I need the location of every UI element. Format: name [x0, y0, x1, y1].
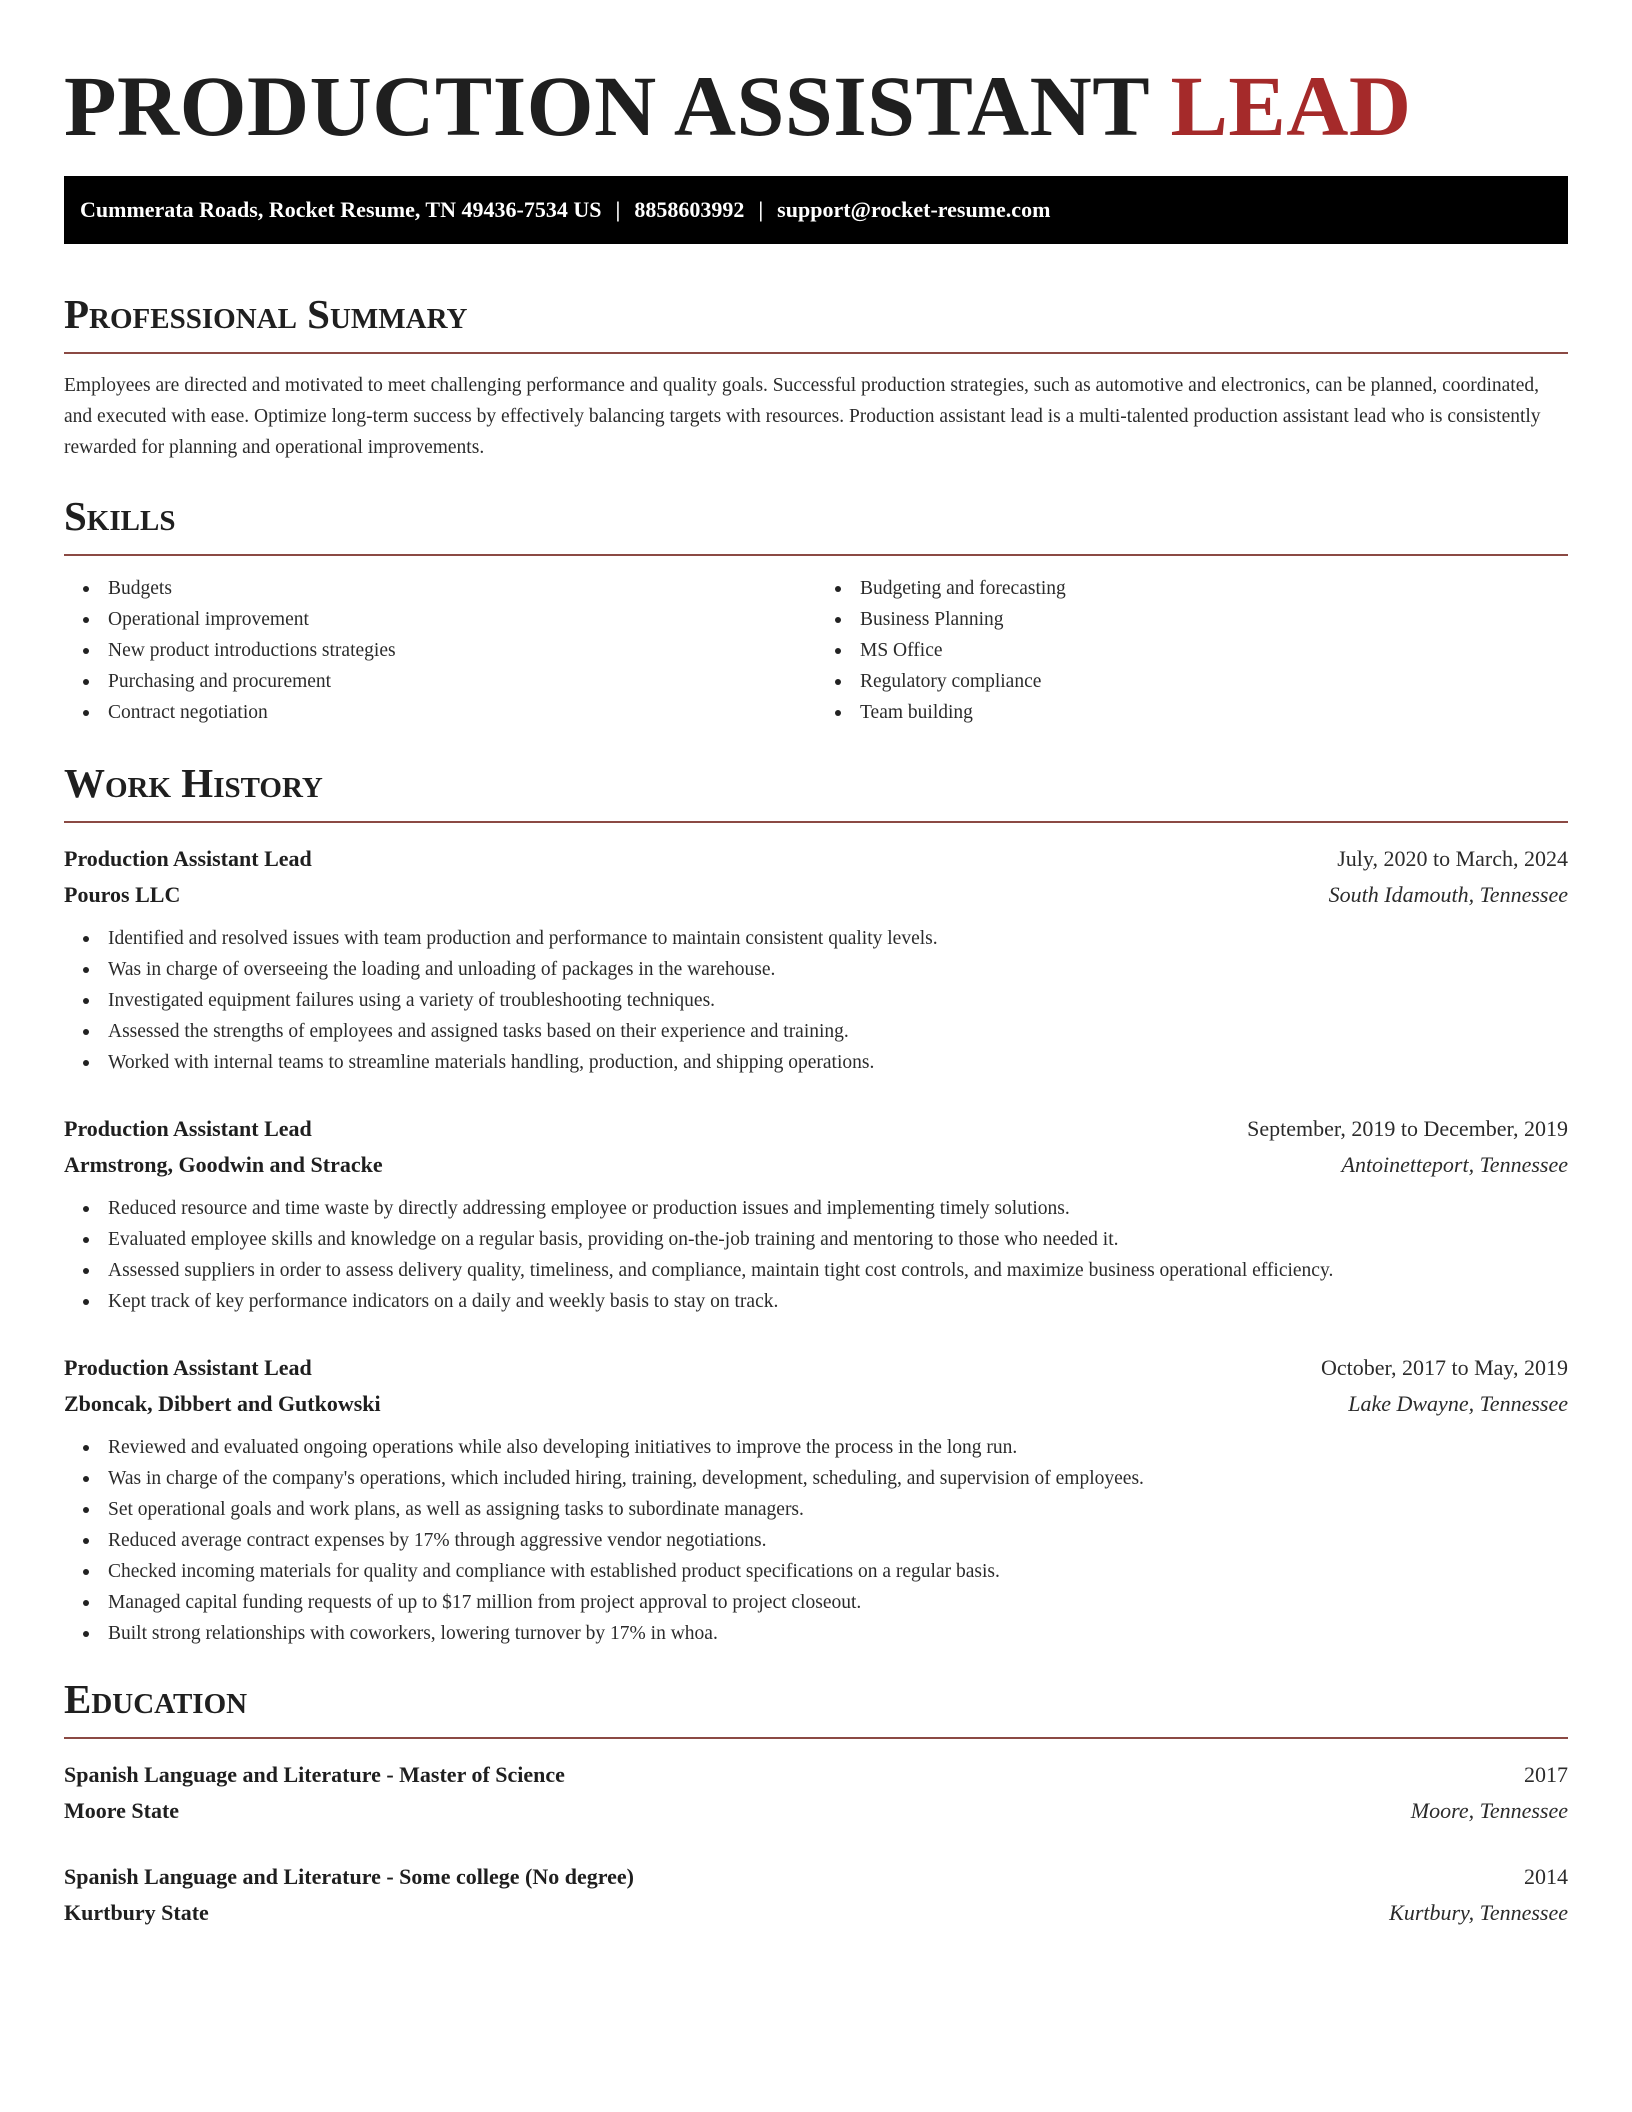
job-company: Pouros LLC	[64, 882, 181, 907]
job-header-row	[64, 841, 1568, 877]
section-title-summary: Professional Summary	[64, 291, 468, 337]
education-degree: Spanish Language and Literature - Master of Science	[64, 1762, 565, 1787]
section-title-skills: Skills	[64, 493, 176, 539]
job-bullet: Investigated equipment failures using a variety of troubleshooting techniques.	[64, 985, 1568, 1016]
summary-section	[64, 290, 1568, 463]
education-entry	[64, 1757, 1568, 1829]
section-divider	[64, 821, 1568, 823]
job-dates: October, 2017 to May, 2019	[1321, 1355, 1568, 1380]
education-school-row	[64, 1895, 1568, 1931]
skill-item: Team building	[860, 697, 1568, 728]
job-dates: September, 2019 to December, 2019	[1247, 1116, 1568, 1141]
job-header-row	[64, 1111, 1568, 1147]
section-title-work-history: Work History	[64, 760, 323, 806]
skill-item: Regulatory compliance	[860, 666, 1568, 697]
job-dates: July, 2020 to March, 2024	[1337, 846, 1568, 871]
education-school: Kurtbury State	[64, 1900, 209, 1925]
job-bullets	[64, 923, 1568, 1078]
skill-item: New product introductions strategies	[108, 635, 816, 666]
job-bullets	[64, 1432, 1568, 1649]
contact-bar	[64, 176, 1568, 244]
name-accent: LEAD	[1170, 58, 1412, 154]
job-bullet: Reviewed and evaluated ongoing operations while also developing initiatives to improve the process in the long run.	[64, 1432, 1568, 1463]
job-bullet: Reduced resource and time waste by directly addressing employee or production issues and implementing timely solutions.	[64, 1193, 1568, 1224]
work-history-section	[64, 759, 1568, 1649]
skills-grid	[64, 573, 1568, 728]
education-school-row	[64, 1793, 1568, 1829]
section-title-education: Education	[64, 1676, 248, 1722]
job-location: Antoinetteport, Tennessee	[1341, 1152, 1568, 1177]
skill-item: Budgets	[108, 573, 816, 604]
job-bullet: Set operational goals and work plans, as well as assigning tasks to subordinate managers.	[64, 1494, 1568, 1525]
skill-item: Budgeting and forecasting	[860, 573, 1568, 604]
education-degree-row	[64, 1757, 1568, 1793]
skill-item: Contract negotiation	[108, 697, 816, 728]
skill-item: Business Planning	[860, 604, 1568, 635]
skill-item: Purchasing and procurement	[108, 666, 816, 697]
contact-address: Cummerata Roads, Rocket Resume, TN 49436-7534 US	[80, 197, 602, 222]
job-bullet: Was in charge of the company's operations, which included hiring, training, development, scheduling, and supervision of employees.	[64, 1463, 1568, 1494]
job-location: South Idamouth, Tennessee	[1328, 882, 1568, 907]
candidate-name	[64, 56, 1568, 156]
job-role: Production Assistant Lead	[64, 846, 312, 871]
job-bullet: Kept track of key performance indicators on a daily and weekly basis to stay on track.	[64, 1286, 1568, 1317]
job-bullet: Evaluated employee skills and knowledge on a regular basis, providing on-the-job training and mentoring to those who needed it.	[64, 1224, 1568, 1255]
job-header-row	[64, 1350, 1568, 1386]
job-role: Production Assistant Lead	[64, 1116, 312, 1141]
job-company: Zboncak, Dibbert and Gutkowski	[64, 1391, 381, 1416]
job-bullet: Worked with internal teams to streamline materials handling, production, and shipping operations.	[64, 1047, 1568, 1078]
job-role: Production Assistant Lead	[64, 1355, 312, 1380]
job-location: Lake Dwayne, Tennessee	[1348, 1391, 1568, 1416]
job-bullet: Assessed suppliers in order to assess delivery quality, timeliness, and compliance, maintain tight cost controls, and maximize business operational efficiency.	[64, 1255, 1568, 1286]
skill-item: Operational improvement	[108, 604, 816, 635]
education-year: 2017	[1524, 1762, 1568, 1787]
section-divider	[64, 554, 1568, 556]
section-divider	[64, 352, 1568, 354]
education-year: 2014	[1524, 1864, 1568, 1889]
summary-text: Employees are directed and motivated to meet challenging performance and quality goals. Successful production strategies, such as automotive and electronics, can be planned, coordinated, and executed with ease. Optimize long-term success by effectively balancing targets with resources. Production assistant lead is a multi-talented production assistant lead who is consistently rewarded for planning and operational improvements.	[64, 375, 1541, 458]
job-bullet: Managed capital funding requests of up to $17 million from project approval to project closeout.	[64, 1587, 1568, 1618]
resume-page	[64, 0, 1568, 1931]
job-entry	[64, 841, 1568, 1078]
education-entry	[64, 1859, 1568, 1931]
job-entry	[64, 1350, 1568, 1649]
education-degree-row	[64, 1859, 1568, 1895]
education-school: Moore State	[64, 1798, 180, 1823]
job-bullet: Assessed the strengths of employees and assigned tasks based on their experience and training.	[64, 1016, 1568, 1047]
job-bullet: Identified and resolved issues with team production and performance to maintain consistent quality levels.	[64, 923, 1568, 954]
skill-item: MS Office	[860, 635, 1568, 666]
skills-section	[64, 492, 1568, 728]
job-company-row	[64, 877, 1568, 913]
job-bullet: Built strong relationships with coworkers, lowering turnover by 17% in whoa.	[64, 1618, 1568, 1649]
skills-column-right	[816, 573, 1568, 728]
job-company-row	[64, 1386, 1568, 1422]
contact-phone: 8858603992	[634, 197, 745, 222]
education-degree: Spanish Language and Literature - Some college (No degree)	[64, 1864, 634, 1889]
education-location: Moore, Tennessee	[1410, 1798, 1568, 1823]
job-entry	[64, 1111, 1568, 1317]
job-bullets	[64, 1193, 1568, 1317]
education-section	[64, 1675, 1568, 1931]
job-bullet: Checked incoming materials for quality and compliance with established product specifications on a regular basis.	[64, 1556, 1568, 1587]
job-company: Armstrong, Goodwin and Stracke	[64, 1152, 383, 1177]
contact-separator: |	[615, 197, 621, 222]
section-divider	[64, 1737, 1568, 1739]
name-main: PRODUCTION ASSISTANT	[64, 58, 1149, 154]
contact-separator: |	[758, 197, 764, 222]
job-company-row	[64, 1147, 1568, 1183]
job-bullet: Reduced average contract expenses by 17% through aggressive vendor negotiations.	[64, 1525, 1568, 1556]
contact-email: support@rocket-resume.com	[777, 197, 1051, 222]
job-bullet: Was in charge of overseeing the loading and unloading of packages in the warehouse.	[64, 954, 1568, 985]
education-location: Kurtbury, Tennessee	[1389, 1900, 1568, 1925]
skills-column-left	[64, 573, 816, 728]
